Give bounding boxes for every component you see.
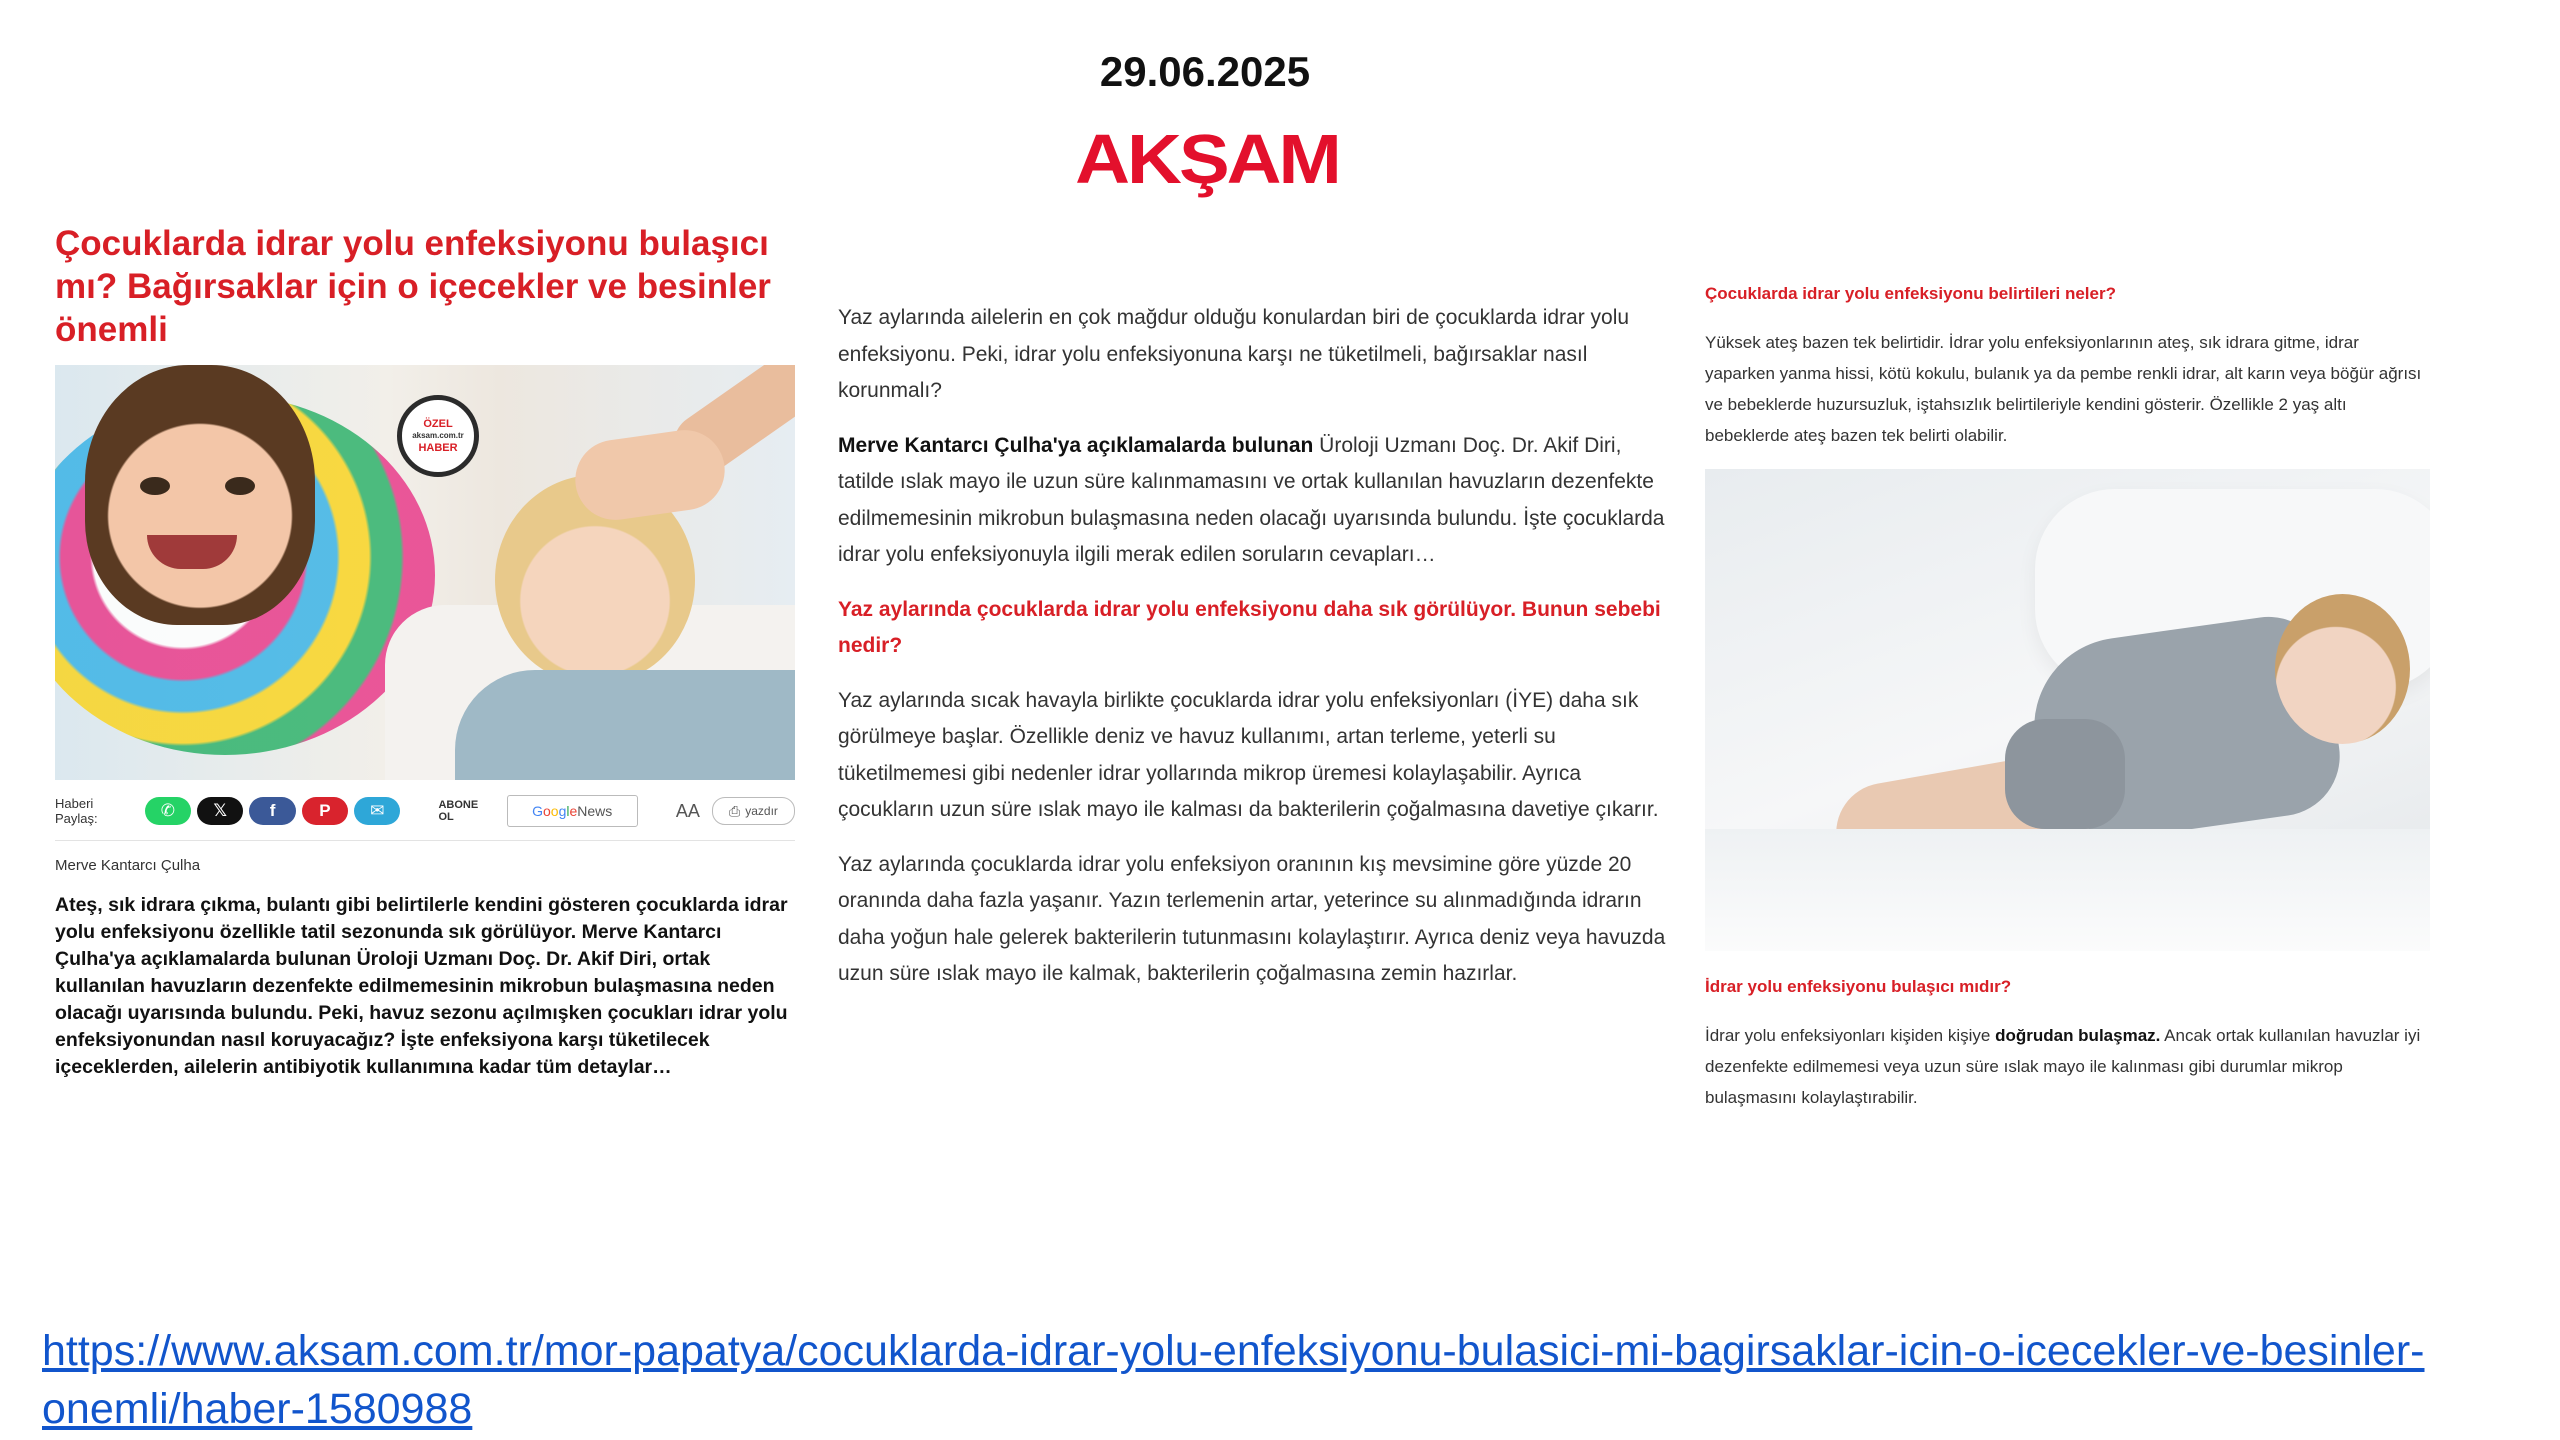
smiling-child-graphic xyxy=(85,365,315,625)
mail-icon[interactable]: ✉ xyxy=(354,797,400,825)
author-name: Merve Kantarcı Çulha xyxy=(55,857,201,874)
subheading-symptoms: Çocuklarda idrar yolu enfeksiyonu belirtileri neler? xyxy=(1705,284,2116,303)
clipping-date: 29.06.2025 xyxy=(1099,48,1311,95)
sick-boy-image xyxy=(1705,469,2430,951)
x-icon[interactable]: 𝕏 xyxy=(197,797,243,825)
article-lead: Ateş, sık idrara çıkma, bulantı gibi belirtilerle kendini gösteren çocuklarda idrar yolu enfeksiyonu özellikle tatil sezonunda sık görülüyor. Merve Kantarcı Çulha'ya açıklamalarda bulunan Üroloji Uzmanı Doç. Dr. Akif Diri, ortak kullanılan havuzların dezenfekte edilmemesinin mikrobun bulaşmasına neden olacağı uyarısında bulundu. Peki, havuz sezonu açılmışken çocukları idrar yolu enfeksiyonundan nasıl koruyacağız? İşte enfeksiyona karşı tüketilecek içeceklerden, ailelerin antibiyotik kullanımına kadar tüm detaylar… xyxy=(55,894,788,1078)
body-paragraph-1: Yaz aylarında ailelerin en çok mağdur olduğu konulardan biri de çocuklarda idrar yolu enfeksiyonu. Peki, idrar yolu enfeksiyonuna karşı ne tüketilmeli, bağırsaklar nasıl korunmalı? xyxy=(838,306,1630,402)
printer-icon: ⎙ xyxy=(729,802,741,819)
sheet-graphic xyxy=(1705,829,2430,951)
facebook-icon[interactable]: f xyxy=(249,797,295,825)
blanket-graphic xyxy=(455,670,795,780)
hand-on-forehead-graphic xyxy=(570,425,730,525)
body-paragraph-4: Yaz aylarında çocuklarda idrar yolu enfeksiyon oranının kış mevsimine göre yüzde 20 oranında daha fazla yaşanır. Yazın terlemenin artar, yeterince su alınmadığında idrarın daha yoğun hale gelerek bakterilerin tutunmasını kolaylaştırır. Ayrıca deniz veya havuzda uzun süre ıslak mayo ile kalmak, bakterilerin çoğalmasına zemin hazırlar. xyxy=(838,852,1666,985)
article-headline: Çocuklarda idrar yolu enfeksiyonu bulaşıcı mı? Bağırsaklar için o içecekler ve besinler önemli xyxy=(55,224,771,349)
body-paragraph-2: Merve Kantarcı Çulha'ya açıklamalarda bulunan Üroloji Uzmanı Doç. Dr. Akif Diri, tatilde ıslak mayo ile uzun süre kalınmamasını ve ortak kullanılan havuzların dezenfekte edilmemesinin mikrobun bulaşmasına neden olacağı uyarısında bulundu. İşte çocuklarda idrar yolu enfeksiyonuyla ilgili merak edilen soruların cevapları… xyxy=(838,433,1665,566)
source-link[interactable]: https://www.aksam.com.tr/mor-papatya/cocuklarda-idrar-yolu-enfeksiyonu-bulasici-mi-bagirsaklar-icin-o-icecekler-ve-besinler-onemli/haber-1580988 xyxy=(42,1327,2425,1433)
share-bar xyxy=(55,794,795,828)
symptoms-paragraph: Yüksek ateş bazen tek belirtidir. İdrar yolu enfeksiyonlarının ateş, sık idrara gitme, idrar yaparken yanma hissi, kötü kokulu, bulanık ya da pembe renkli idrar, alt karın veya böğür ağrısı ve bebeklerde huzursuzluk, iştahsızlık belirtileriyle kendini gösterir. Özellikle 2 yaş altı bebeklerde ateş bazen tek belirti olabilir. xyxy=(1705,333,2422,445)
subheading-contagious: İdrar yolu enfeksiyonu bulaşıcı mıdır? xyxy=(1705,977,2012,996)
print-button[interactable]: ⎙ yazdır xyxy=(712,797,795,825)
google-news-button[interactable]: G o o g l e News xyxy=(507,795,638,827)
font-size-button[interactable]: AA xyxy=(675,800,700,821)
article-middle-column xyxy=(838,300,1668,1011)
body-paragraph-3: Yaz aylarında sıcak havayla birlikte çocuklarda idrar yolu enfeksiyonları (İYE) daha sık görülmeye başlar. Özellikle deniz ve havuz kullanımı, artan terleme, yeterli su tüketilmemesi gibi nedenler idrar yollarında mikrop üremesi kolaylaşabilir. Ayrıca çocukların uzun süre ıslak mayo ile kalması da bakterilerin çoğalmasına davetiye çıkarır. xyxy=(838,688,1659,821)
article-left-column xyxy=(55,222,795,1081)
subscribe-label: ABONE OL xyxy=(438,799,479,823)
contagious-paragraph: İdrar yolu enfeksiyonları kişiden kişiye doğrudan bulaşmaz. Ancak ortak kullanılan havuzlar iyi dezenfekte edilmemesi veya uzun süre ıslak mayo ile kalınması gibi durumlar mikrop bulaşmasını kolaylaştırabilir. xyxy=(1705,1026,2421,1107)
shorts-graphic xyxy=(2005,719,2125,829)
boy-head-graphic xyxy=(2275,594,2410,744)
share-divider xyxy=(55,840,795,841)
exclusive-news-badge: ÖZEL aksam.com.tr HABER xyxy=(397,395,479,477)
aksam-logo: AKŞAM xyxy=(1075,119,1339,199)
article-right-column xyxy=(1705,278,2430,1131)
pinterest-icon[interactable]: P xyxy=(302,797,348,825)
whatsapp-icon[interactable]: ✆ xyxy=(145,797,191,825)
subheading-summer: Yaz aylarında çocuklarda idrar yolu enfeksiyonu daha sık görülüyor. Bunun sebebi nedir? xyxy=(838,597,1661,657)
hero-image xyxy=(55,365,795,780)
share-label: Haberi Paylaş: xyxy=(55,796,98,826)
